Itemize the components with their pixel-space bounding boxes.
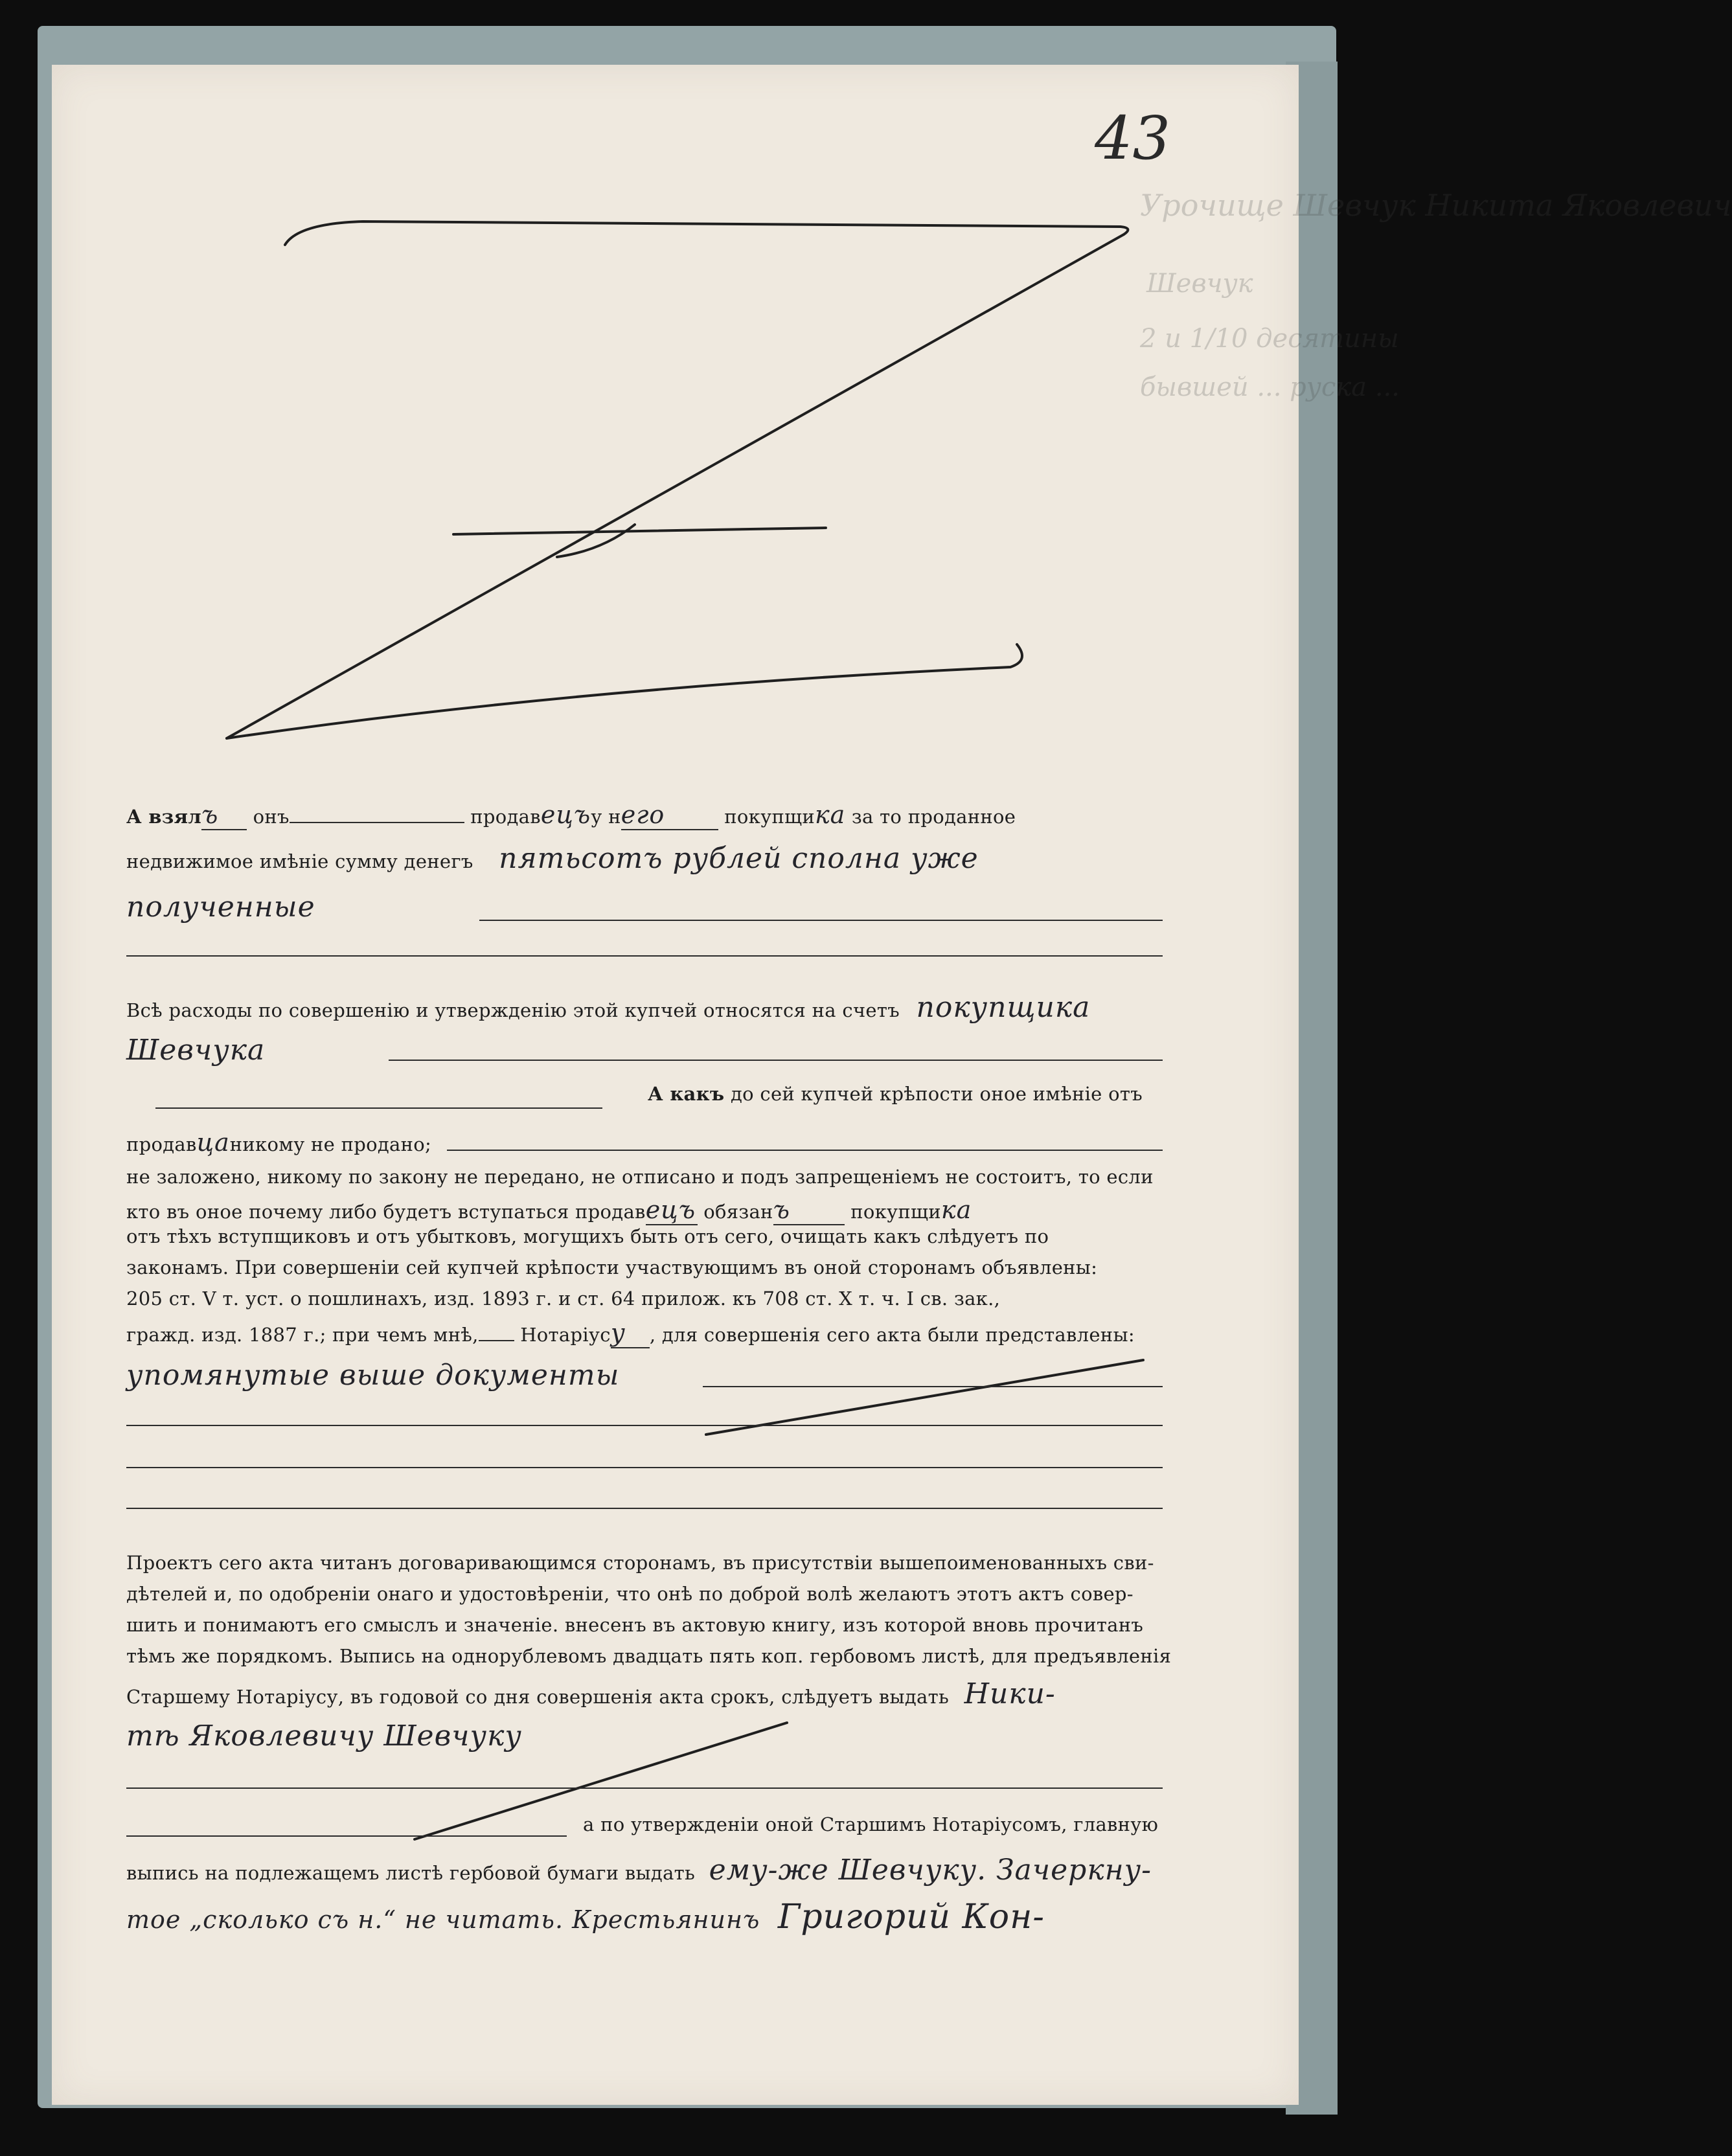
signature: Григорий Кон- xyxy=(777,1898,1045,1936)
text-line-10: отъ тѣхъ вступщиковъ и отъ убытковъ, могущихъ быть отъ сего, очищать какъ слѣдуетъ по xyxy=(126,1225,1049,1247)
t1e: покупщи xyxy=(724,806,815,828)
t2a: недвижимое имѣніе сумму денегъ xyxy=(126,850,473,872)
blank xyxy=(290,822,464,823)
hw9a: ецъ xyxy=(646,1196,698,1225)
blank xyxy=(479,1340,514,1341)
t19a: Старшему Нотаріусу, въ годовой со дня совершенія акта срокъ, слѣдуетъ выдать xyxy=(126,1686,950,1708)
text-line-8: не заложено, никому по закону не передано, не отписано и подъ запрещеніемъ не состоитъ, то если xyxy=(126,1166,1154,1188)
z-diagonal-stroke xyxy=(227,234,1124,738)
t1a: А взял xyxy=(126,806,202,828)
margin-note-line-4: бывшей ... руска ... xyxy=(1140,372,1400,402)
text-line-11: законамъ. При совершеніи сей купчей крѣпости участвующимъ въ оной сторонамъ объявлены: xyxy=(126,1256,1098,1278)
fill-line xyxy=(126,1467,1163,1468)
t9a: кто въ оное почему либо будетъ вступаться продав xyxy=(126,1201,646,1223)
t13c: , для совершенія сего акта были представлены: xyxy=(649,1324,1135,1346)
hw20: тѣ Яковлевичу Шевчуку xyxy=(126,1719,522,1753)
text-line-3 xyxy=(126,891,1169,924)
t1d: у н xyxy=(591,806,621,828)
fill-line xyxy=(126,1425,1163,1426)
t9b: обязан xyxy=(703,1201,773,1223)
hw7: ца xyxy=(196,1128,230,1157)
hw9c: ка xyxy=(940,1196,972,1224)
hw5: Шевчука xyxy=(126,1034,266,1067)
t1c: продав xyxy=(470,806,541,828)
z-top-stroke xyxy=(285,221,1128,245)
hw19: Ники- xyxy=(964,1677,1056,1710)
t6a: А какъ xyxy=(648,1083,725,1105)
hw9b: ъ xyxy=(773,1196,845,1225)
hw14: упомянутые выше документы xyxy=(126,1359,620,1392)
text-line-7 xyxy=(126,1128,1169,1157)
hw1d: его xyxy=(621,800,718,830)
hw1c: ецъ xyxy=(540,800,591,829)
text-line-23 xyxy=(126,1898,1169,1936)
fill-line xyxy=(126,1508,1163,1509)
text-line-22 xyxy=(126,1854,1169,1887)
hw1e: ка xyxy=(814,800,846,829)
text-line-13 xyxy=(126,1319,1169,1348)
z-cross-stroke xyxy=(453,528,826,534)
fill-line xyxy=(389,1060,1163,1061)
text-line-20 xyxy=(126,1719,1169,1753)
t4a: Всѣ расходы по совершенію и утвержденію этой купчей относятся на счетъ xyxy=(126,999,900,1021)
fill-line xyxy=(447,1150,1163,1151)
hw23: тое „сколько съ н.“ не читать. Крестьянинъ xyxy=(126,1905,760,1934)
t7a: продав xyxy=(126,1133,197,1155)
text-line-16: дѣтелей и, по одобреніи онаго и удостовѣреніи, что онѣ по доброй волѣ желаютъ этотъ актъ совер- xyxy=(126,1583,1134,1605)
margin-note-line-3: 2 и 1/10 десятины xyxy=(1140,324,1399,354)
text-line-6 xyxy=(648,1083,1166,1105)
text-line-5 xyxy=(126,1034,1169,1067)
margin-note-line-2: Шевчук xyxy=(1146,269,1253,299)
hw13: у xyxy=(611,1319,650,1348)
t7b: никому не продано; xyxy=(229,1133,432,1155)
fill-line xyxy=(126,1787,1163,1789)
text-line-18: тѣмъ же порядкомъ. Выпись на однорублевомъ двадцать пять коп. гербовомъ листѣ, для предъявленія xyxy=(126,1645,1172,1667)
text-line-12: 205 ст. V т. уст. о пошлинахъ, изд. 1893 г. и ст. 64 прилож. къ 708 ст. X т. ч. I св. зак., xyxy=(126,1288,1001,1310)
hw22: ему-же Шевчуку. Зачеркну- xyxy=(709,1854,1152,1887)
t13b: Нотаріус xyxy=(520,1324,611,1346)
text-line-4 xyxy=(126,991,1169,1024)
z-bottom-stroke xyxy=(227,644,1022,738)
t13a: гражд. изд. 1887 г.; при чемъ мнѣ, xyxy=(126,1324,479,1346)
hw2: пятьсотъ рублей сполна уже xyxy=(499,842,979,875)
t9c: покупщи xyxy=(850,1201,941,1223)
t1b: онъ xyxy=(253,806,290,828)
text-line-9 xyxy=(126,1196,1169,1225)
text-line-19 xyxy=(126,1677,1169,1710)
t22a: выпись на подлежащемъ листѣ гербовой бумаги выдать xyxy=(126,1862,696,1884)
text-line-17: шить и понимаютъ его смыслъ и значеніе. внесенъ въ актовую книгу, изъ которой вновь прочитанъ xyxy=(126,1614,1144,1636)
t1f: за то проданное xyxy=(851,806,1016,828)
t6b: до сей купчей крѣпости оное имѣніе отъ xyxy=(730,1083,1143,1105)
hw4: покупщика xyxy=(916,991,1091,1024)
fill-line xyxy=(126,1835,567,1837)
hw3: полученные xyxy=(126,891,315,924)
page-number: 43 xyxy=(1095,104,1171,173)
fill-line xyxy=(703,1386,1163,1387)
fill-line xyxy=(479,920,1163,921)
text-line-2 xyxy=(126,842,1169,875)
fill-line xyxy=(155,1107,602,1109)
z-hook-stroke xyxy=(557,525,635,557)
text-line-15: Проектъ сего акта читанъ договаривающимся сторонамъ, въ присутствіи вышепоименованныхъ сви- xyxy=(126,1552,1154,1574)
text-line-1 xyxy=(126,800,1169,830)
text-line-21: а по утвержденіи оной Старшимъ Нотаріусомъ, главную xyxy=(583,1813,1159,1835)
margin-note-line-1: Урочище Шевчук Никита Яковлевич xyxy=(1140,188,1732,223)
fill-line xyxy=(126,955,1163,957)
hw1a: ъ xyxy=(201,800,247,830)
